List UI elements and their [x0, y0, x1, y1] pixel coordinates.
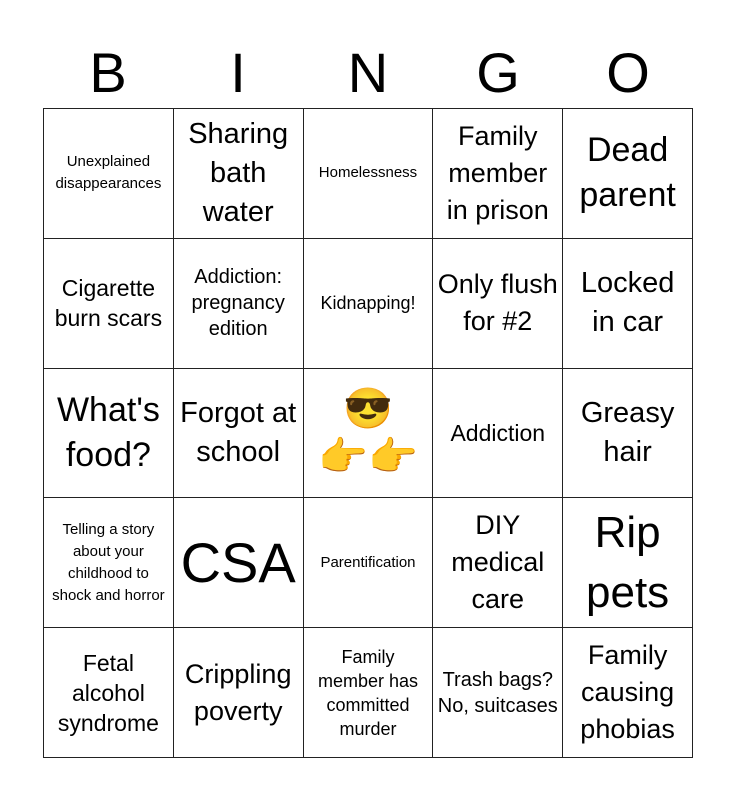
header-letter-n: N [347, 41, 389, 104]
bingo-cell[interactable] [174, 109, 304, 239]
bingo-cell-text: What's food? [56, 390, 160, 474]
bingo-cell[interactable] [44, 239, 174, 369]
bingo-cell[interactable] [174, 498, 304, 628]
bingo-board [43, 108, 693, 758]
bingo-cell-text: DIY medical care [451, 510, 545, 615]
bingo-cell-text: CSA [180, 530, 296, 594]
bingo-cell[interactable] [433, 628, 563, 758]
bingo-cell[interactable] [174, 628, 304, 758]
bingo-cell-text: Family member has committed murder [317, 646, 419, 739]
header-letter-g: G [476, 41, 520, 104]
header-letter-i: I [230, 41, 246, 104]
bingo-cell-text: Dead parent [579, 131, 676, 215]
bingo-cell[interactable] [433, 498, 563, 628]
bingo-cell[interactable] [44, 109, 174, 239]
bingo-cell[interactable] [563, 239, 693, 369]
bingo-cell[interactable] [304, 109, 434, 239]
bingo-cell[interactable] [174, 239, 304, 369]
bingo-cell-text: Forgot at school [180, 396, 297, 468]
bingo-cell[interactable] [563, 498, 693, 628]
header-letter-b: B [89, 41, 127, 104]
bingo-cell-text: Addiction: pregnancy edition [191, 266, 285, 341]
bingo-cell[interactable] [563, 628, 693, 758]
bingo-cell-text: Trash bags? No, suitcases [437, 668, 558, 717]
bingo-cell-text: Cigarette burn scars [54, 275, 163, 332]
bingo-cell[interactable] [433, 369, 563, 499]
bingo-cell-text: Homelessness [318, 164, 418, 182]
bingo-cell-text: Telling a story about your childhood to shock and horror [52, 520, 165, 604]
bingo-cell-free[interactable] [304, 369, 434, 499]
bingo-cell[interactable] [304, 239, 434, 369]
bingo-cell-text: Addiction [450, 419, 546, 446]
bingo-cell[interactable] [304, 498, 434, 628]
bingo-cell-text: Only flush for #2 [437, 269, 558, 337]
bingo-cell-text: Sharing bath water [188, 117, 289, 228]
bingo-cell-text: Greasy hair [580, 396, 675, 468]
bingo-cell[interactable] [304, 628, 434, 758]
bingo-cell-text: Locked in car [580, 267, 675, 339]
bingo-cell[interactable] [44, 369, 174, 499]
free-space-emoji: 😎 👉👉 [318, 386, 418, 479]
bingo-cell-text: Unexplained disappearances [55, 153, 162, 193]
bingo-cell-text: Kidnapping! [320, 293, 416, 314]
bingo-header [43, 40, 693, 106]
bingo-cell-text: Parentification [320, 553, 416, 571]
bingo-cell[interactable] [563, 369, 693, 499]
bingo-cell[interactable] [174, 369, 304, 499]
bingo-cell[interactable] [44, 498, 174, 628]
bingo-cell-text: Family causing phobias [580, 640, 675, 745]
bingo-cell[interactable] [433, 109, 563, 239]
bingo-cell-text: Family member in prison [446, 120, 549, 225]
header-letter-o: O [606, 41, 650, 104]
bingo-cell[interactable] [563, 109, 693, 239]
bingo-cell-text: Crippling poverty [184, 658, 292, 726]
bingo-cell[interactable] [433, 239, 563, 369]
bingo-cell[interactable] [44, 628, 174, 758]
bingo-cell-text: Fetal alcohol syndrome [57, 649, 159, 736]
bingo-cell-text: Rip pets [586, 507, 670, 617]
